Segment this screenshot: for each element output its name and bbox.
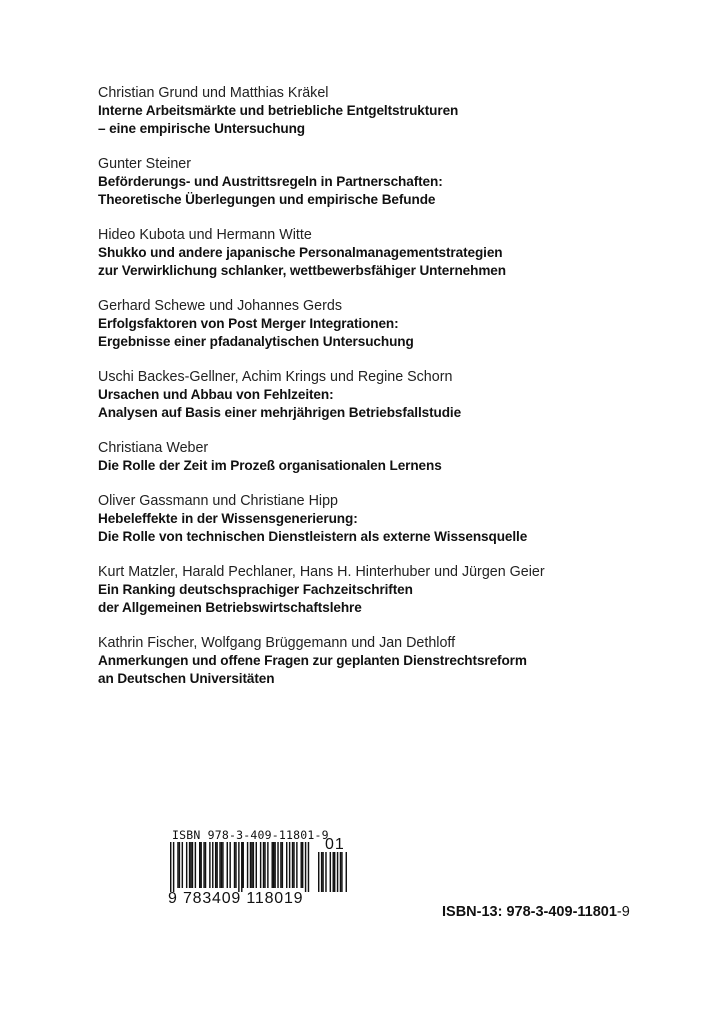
entry-title-line: Ein Ranking deutschsprachiger Fachzeitschriften: [98, 582, 413, 597]
isbn-13-check-digit: -9: [616, 904, 630, 920]
barcode-isbn-text: ISBN 978-3-409-11801-9: [172, 828, 329, 842]
isbn-13-label: ISBN-13: 978-3-409-11801: [442, 904, 617, 920]
entry-authors: Gunter Steiner: [98, 156, 191, 172]
entry-title-line: Ergebnisse einer pfadanalytischen Untersuchung: [98, 334, 414, 349]
isbn-13: [442, 904, 630, 920]
entry-authors: Christian Grund und Matthias Kräkel: [98, 85, 329, 101]
entry-title-line: Theoretische Überlegungen und empirische Befunde: [98, 192, 436, 207]
contents-entry: [98, 492, 618, 546]
entry-title-line: Interne Arbeitsmärkte und betriebliche Entgeltstrukturen: [98, 103, 459, 118]
entry-authors: Gerhard Schewe und Johannes Gerds: [98, 298, 342, 314]
entry-authors: Christiana Weber: [98, 440, 209, 456]
entry-authors: Kurt Matzler, Harald Pechlaner, Hans H. Hinterhuber und Jürgen Geier: [98, 564, 545, 580]
entry-title-line: Analysen auf Basis einer mehrjährigen Betriebsfallstudie: [98, 405, 462, 420]
entry-title-line: Erfolgsfaktoren von Post Merger Integrationen:: [98, 316, 399, 331]
barcode-digits: 9 783409 118019: [168, 890, 304, 907]
entry-authors: Uschi Backes-Gellner, Achim Krings und Regine Schorn: [98, 369, 453, 385]
contents-entry: [98, 297, 618, 351]
contents-entry: [98, 563, 618, 617]
entry-title-line: an Deutschen Universitäten: [98, 671, 275, 686]
entry-title-line: Shukko und andere japanische Personalmanagementstrategien: [98, 245, 503, 260]
entry-authors: Kathrin Fischer, Wolfgang Brüggemann und Jan Dethloff: [98, 635, 456, 651]
contents-entry: [98, 84, 618, 138]
contents-list: [98, 84, 618, 705]
entry-title-line: der Allgemeinen Betriebswirtschaftslehre: [98, 600, 362, 615]
contents-entry: [98, 226, 618, 280]
contents-entry: [98, 634, 618, 688]
entry-title-line: Die Rolle der Zeit im Prozeß organisationalen Lernens: [98, 458, 442, 473]
entry-authors: Hideo Kubota und Hermann Witte: [98, 227, 312, 243]
contents-entry: [98, 155, 618, 209]
entry-title-line: Die Rolle von technischen Dienstleistern als externe Wissensquelle: [98, 529, 528, 544]
entry-title-line: – eine empirische Untersuchung: [98, 121, 306, 136]
contents-entry: [98, 368, 618, 422]
entry-title-line: Hebeleffekte in der Wissensgenerierung:: [98, 511, 358, 526]
entry-title-line: zur Verwirklichung schlanker, wettbewerbsfähiger Unternehmen: [98, 263, 506, 278]
entry-title-line: Anmerkungen und offene Fragen zur geplanten Dienstrechtsreform: [98, 653, 527, 668]
entry-title-line: Ursachen und Abbau von Fehlzeiten:: [98, 387, 334, 402]
entry-authors: Oliver Gassmann und Christiane Hipp: [98, 493, 338, 509]
contents-entry: [98, 439, 618, 475]
entry-title-line: Beförderungs- und Austrittsregeln in Partnerschaften:: [98, 174, 443, 189]
barcode-addon-digits: 01: [325, 836, 345, 853]
